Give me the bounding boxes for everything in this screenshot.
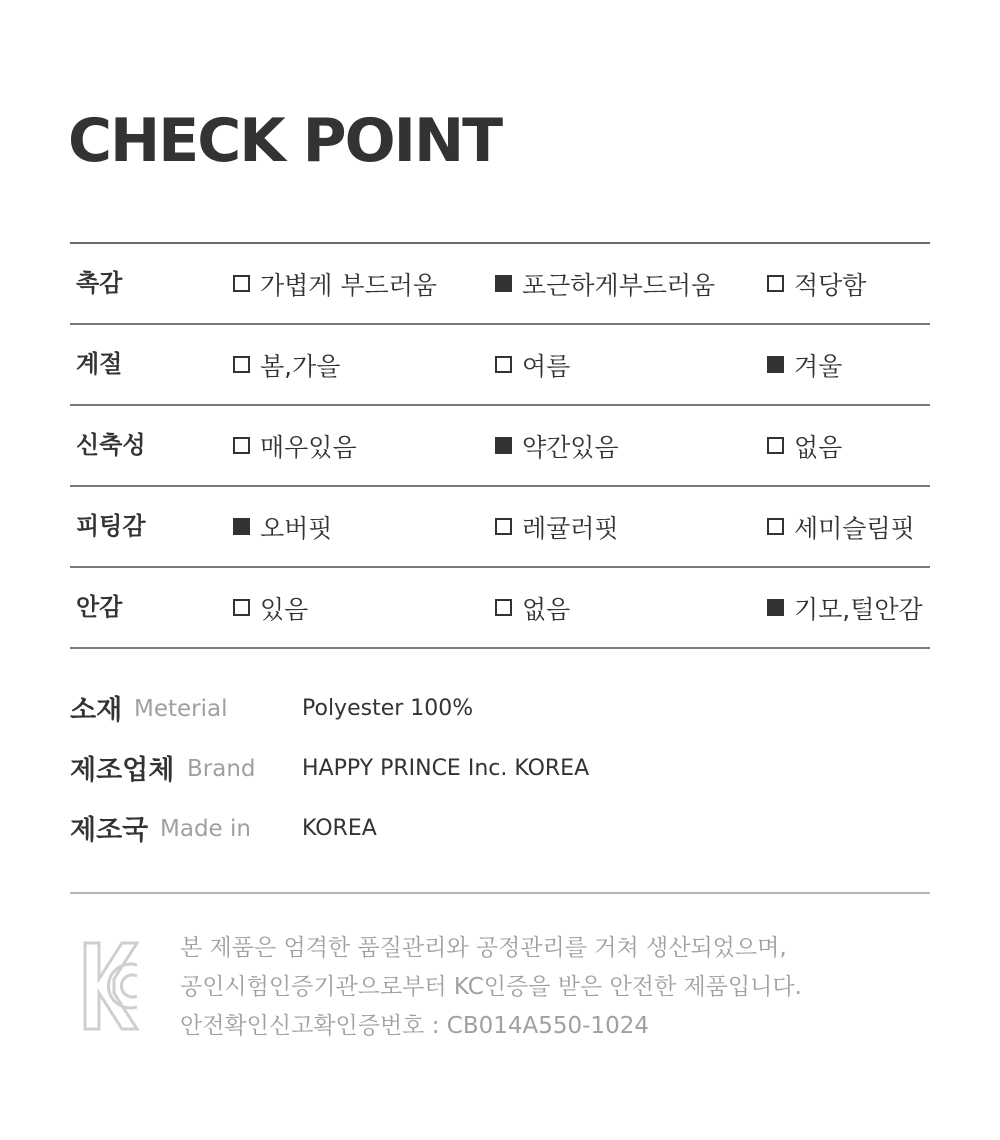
- notice-line: 안전확인신고확인증번호 : CB014A550-1024: [180, 1013, 649, 1039]
- info-row-made-in: [70, 798, 930, 858]
- info-label-ko: 소재: [70, 695, 123, 726]
- option: [233, 487, 332, 566]
- info-label-ko: 제조국: [70, 815, 149, 846]
- section-divider: [70, 892, 930, 894]
- option-label: 없음: [794, 432, 843, 462]
- row-label: 신축성: [76, 431, 146, 459]
- checkbox-icon: [233, 356, 250, 373]
- row-label: 피팅감: [76, 512, 146, 540]
- notice-line: 공인시험인증기관으로부터 KC인증을 받은 안전한 제품입니다.: [180, 974, 802, 1000]
- option-label: 레귤러핏: [522, 513, 619, 543]
- option-label: 없음: [522, 594, 571, 624]
- checkbox-icon: [233, 599, 250, 616]
- option-label: 약간있음: [522, 432, 619, 462]
- option-label: 있음: [260, 594, 309, 624]
- kc-mark-icon: [82, 941, 140, 1031]
- table-row-season: [70, 325, 930, 406]
- checkbox-icon: [495, 518, 512, 535]
- info-label-ko: 제조업체: [70, 755, 175, 786]
- option: [495, 487, 619, 566]
- info-row-brand: [70, 738, 930, 798]
- checked-box-icon: [767, 599, 784, 616]
- option: [495, 244, 715, 323]
- checkbox-icon: [233, 437, 250, 454]
- option: [233, 406, 357, 485]
- info-label-en: Made in: [160, 816, 251, 842]
- option-label: 포근하게부드러움: [522, 270, 716, 300]
- row-label: 촉감: [76, 269, 123, 297]
- product-info: [70, 678, 930, 858]
- checkbox-icon: [233, 275, 250, 292]
- option-label: 가볍게 부드러움: [260, 270, 437, 300]
- option: [767, 325, 842, 404]
- info-value: KOREA: [302, 816, 377, 841]
- checked-box-icon: [495, 275, 512, 292]
- checkbox-icon: [767, 518, 784, 535]
- table-row-stretch: [70, 406, 930, 487]
- table-row-fit: [70, 487, 930, 568]
- option-label: 매우있음: [260, 432, 357, 462]
- option: [767, 406, 842, 485]
- info-row-material: [70, 678, 930, 738]
- row-label: 안감: [76, 593, 123, 621]
- option: [767, 244, 866, 323]
- option: [495, 325, 570, 404]
- option-label: 겨울: [794, 351, 843, 381]
- table-row-lining: [70, 568, 930, 649]
- checkbox-icon: [495, 356, 512, 373]
- checked-box-icon: [767, 356, 784, 373]
- info-label-en: Brand: [187, 756, 256, 782]
- info-label-en: Meterial: [134, 696, 228, 722]
- option: [767, 568, 923, 647]
- info-value: Polyester 100%: [302, 696, 474, 721]
- checked-box-icon: [495, 437, 512, 454]
- certification-notice: [180, 929, 940, 1046]
- info-value: HAPPY PRINCE Inc. KOREA: [302, 756, 590, 781]
- checked-box-icon: [233, 518, 250, 535]
- checkbox-icon: [495, 599, 512, 616]
- option: [233, 325, 340, 404]
- page-title: CHECK POINT: [68, 106, 502, 176]
- option: [233, 244, 437, 323]
- option: [495, 406, 619, 485]
- option-label: 여름: [522, 351, 571, 381]
- checkpoint-table: [70, 242, 930, 649]
- option: [767, 487, 915, 566]
- table-row-texture: [70, 244, 930, 325]
- checkbox-icon: [767, 437, 784, 454]
- option-label: 기모,털안감: [794, 594, 923, 624]
- notice-line: 본 제품은 엄격한 품질관리와 공정관리를 거쳐 생산되었으며,: [180, 935, 787, 961]
- checkbox-icon: [767, 275, 784, 292]
- row-label: 계절: [76, 350, 123, 378]
- option: [495, 568, 570, 647]
- option-label: 오버핏: [260, 513, 333, 543]
- option-label: 세미슬림핏: [794, 513, 915, 543]
- option-label: 적당함: [794, 270, 867, 300]
- option-label: 봄,가을: [260, 351, 341, 381]
- option: [233, 568, 308, 647]
